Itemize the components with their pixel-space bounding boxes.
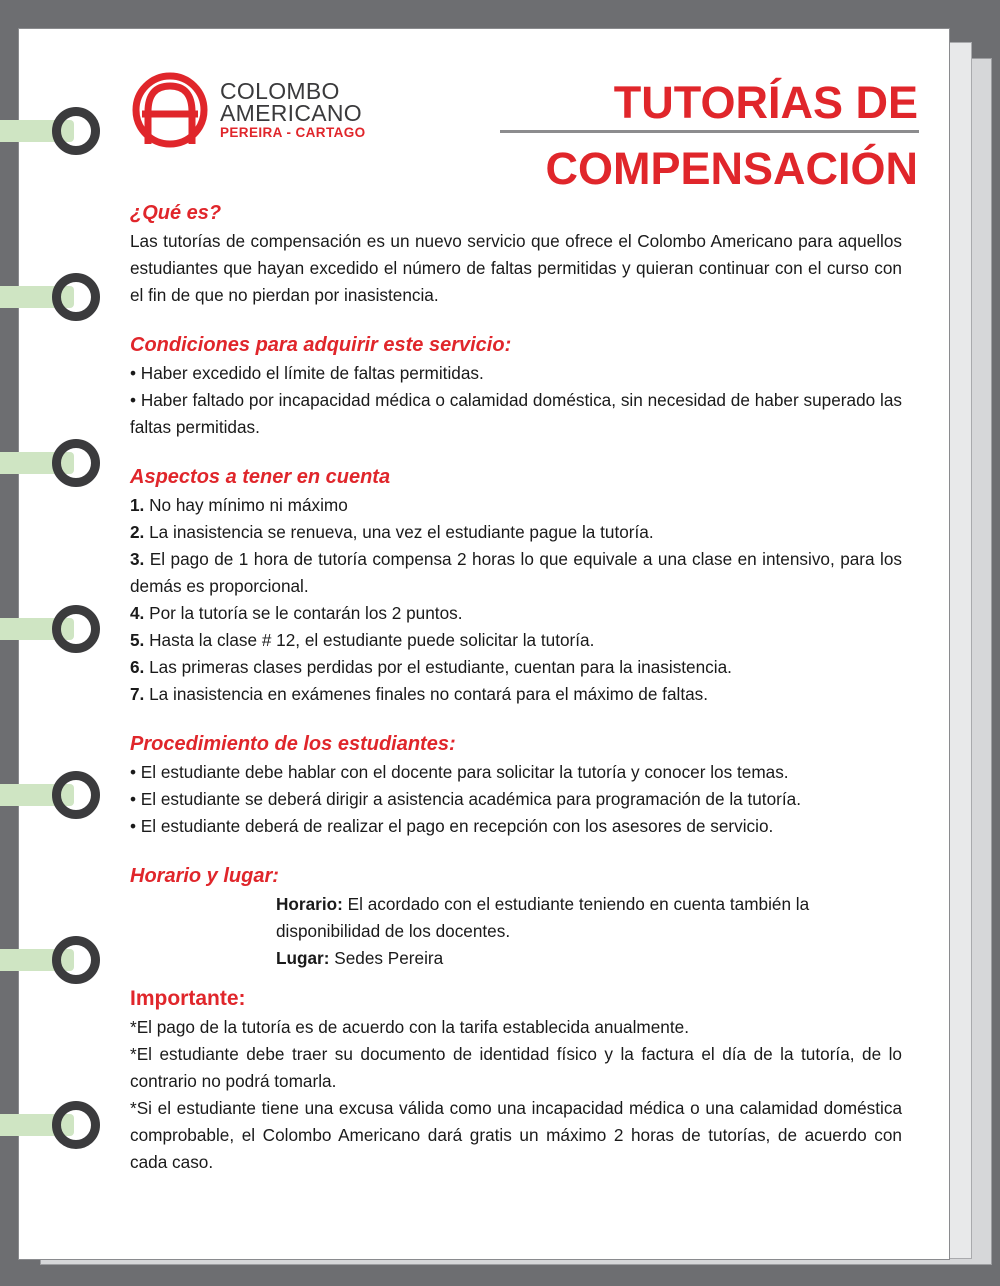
- section-heading-horario: Horario y lugar:: [130, 865, 279, 887]
- lugar-detail: Lugar: Sedes Pereira: [276, 948, 444, 968]
- brand-location: PEREIRA - CARTAGO: [220, 125, 366, 140]
- page-title-line1: TUTORÍAS DE: [613, 77, 918, 128]
- binder-ring-5: [0, 770, 98, 820]
- binder-ring-2: [0, 272, 98, 322]
- condiciones-item: • Haber excedido el límite de faltas permitidas.: [130, 363, 484, 383]
- aspectos-item: 7. La inasistencia en exámenes finales no contará para el máximo de faltas.: [130, 684, 709, 704]
- aspectos-item: 5. Hasta la clase # 12, el estudiante puede solicitar la tutoría.: [130, 630, 595, 650]
- procedimiento-item: • El estudiante deberá de realizar el pago en recepción con los asesores de servicio.: [130, 816, 774, 836]
- section-heading-importante: Importante:: [130, 987, 246, 1010]
- aspectos-item: 6. Las primeras clases perdidas por el estudiante, cuentan para la inasistencia.: [130, 657, 732, 677]
- section-heading-procedimiento: Procedimiento de los estudiantes:: [130, 733, 456, 755]
- aspectos-item: 1. No hay mínimo ni máximo: [130, 495, 348, 515]
- section-heading-que-es: ¿Qué es?: [130, 202, 222, 224]
- horario-detail: Horario: El acordado con el estudiante teniendo en cuenta también la disponibilidad de los docentes.: [276, 894, 810, 941]
- aspectos-item: 2. La inasistencia se renueva, una vez el estudiante pague la tutoría.: [130, 522, 654, 542]
- binder-ring-1: [0, 106, 98, 156]
- aspectos-item: 4. Por la tutoría se le contarán los 2 puntos.: [130, 603, 463, 623]
- procedimiento-item: • El estudiante se deberá dirigir a asistencia académica para programación de la tutoría.: [130, 789, 801, 809]
- brand-name-line1: COLOMBO: [220, 78, 340, 104]
- title-divider: [500, 130, 919, 133]
- logo-mark-icon: [130, 70, 214, 150]
- colombo-americano-logo: [130, 70, 390, 150]
- aspectos-item: 3. El pago de 1 hora de tutoría compensa 2 horas lo que equivale a una clase en intensivo, para los demás es proporcional.: [130, 549, 903, 596]
- document-body: [130, 198, 902, 1176]
- binder-ring-6: [0, 935, 98, 985]
- section-heading-condiciones: Condiciones para adquirir este servicio:: [130, 334, 512, 356]
- condiciones-item: • Haber faltado por incapacidad médica o calamidad doméstica, sin necesidad de haber superado las faltas permitidas.: [130, 390, 902, 437]
- brand-name-line2: AMERICANO: [220, 100, 362, 126]
- importante-item: *El pago de la tutoría es de acuerdo con la tarifa establecida anualmente.: [130, 1017, 689, 1037]
- page-title-line2: COMPENSACIÓN: [545, 143, 918, 194]
- procedimiento-item: • El estudiante debe hablar con el docente para solicitar la tutoría y conocer los temas.: [130, 762, 789, 782]
- section-heading-aspectos: Aspectos a tener en cuenta: [130, 466, 391, 488]
- binder-ring-7: [0, 1100, 98, 1150]
- binder-ring-4: [0, 604, 98, 654]
- que-es-paragraph: Las tutorías de compensación es un nuevo servicio que ofrece el Colombo Americano para aquellos estudiantes que hayan excedido el número de faltas permitidas y quieran continuar con el curso con el fin de que no pierdan por inasistencia.: [130, 231, 902, 305]
- binder-ring-3: [0, 438, 98, 488]
- importante-item: *Si el estudiante tiene una excusa válida como una incapacidad médica o una calamidad doméstica comprobable, el Colombo Americano dará gratis un máximo 2 horas de tutorías, de acuerdo con cada caso.: [130, 1098, 902, 1172]
- importante-item: *El estudiante debe traer su documento de identidad físico y la factura el día de la tutoría, de lo contrario no podrá tomarla.: [130, 1044, 902, 1091]
